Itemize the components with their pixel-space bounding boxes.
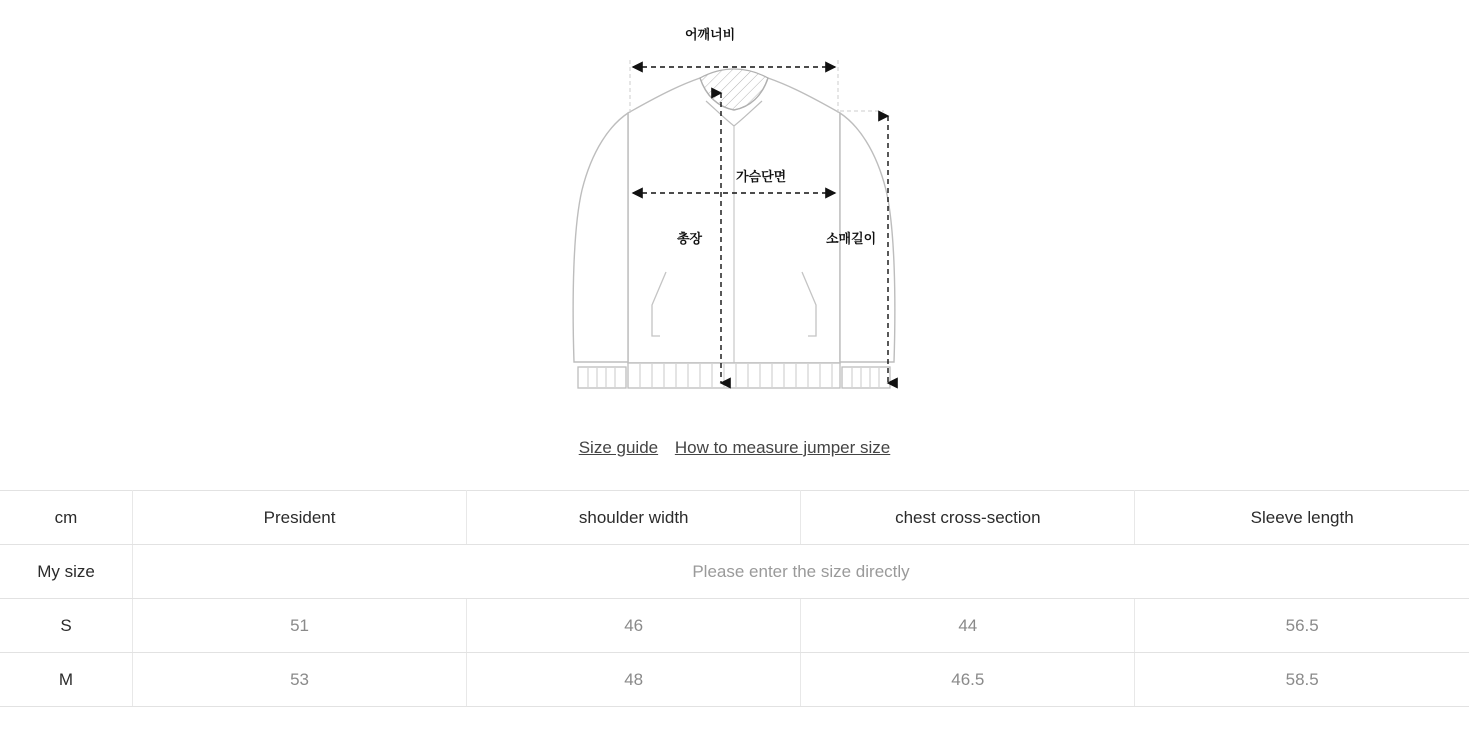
left-cuff — [578, 367, 626, 388]
table-row — [0, 653, 1469, 707]
row-label-s: S — [0, 599, 133, 653]
cell-s-chest: 44 — [801, 599, 1135, 653]
right-cuff — [842, 367, 890, 388]
my-size-row — [0, 545, 1469, 599]
my-size-label: My size — [0, 545, 133, 599]
left-sleeve — [573, 113, 628, 362]
my-size-input[interactable]: Please enter the size directly — [133, 545, 1469, 599]
label-total-length: 총장 — [677, 231, 703, 246]
header-shoulder-width: shoulder width — [467, 491, 801, 545]
table-row — [0, 599, 1469, 653]
header-sleeve-length: Sleeve length — [1135, 491, 1469, 545]
row-label-m: M — [0, 653, 133, 707]
header-chest-cross-section: chest cross-section — [801, 491, 1135, 545]
cell-m-sleeve: 58.5 — [1135, 653, 1469, 707]
label-sleeve-length: 소매길이 — [826, 231, 877, 246]
label-chest-cross-section: 가슴단면 — [736, 169, 787, 184]
header-president: President — [133, 491, 467, 545]
size-table — [0, 490, 1469, 707]
size-guide-link[interactable]: Size guide — [578, 438, 659, 457]
cell-s-sleeve: 56.5 — [1135, 599, 1469, 653]
cell-m-shoulder-width: 48 — [467, 653, 801, 707]
table-header-row — [0, 491, 1469, 545]
guide-links — [0, 438, 1469, 458]
header-unit: cm — [0, 491, 133, 545]
cell-m-president: 53 — [133, 653, 467, 707]
cell-s-president: 51 — [133, 599, 467, 653]
label-shoulder-width: 어깨너비 — [685, 27, 736, 42]
cell-s-shoulder-width: 46 — [467, 599, 801, 653]
how-to-measure-link[interactable]: How to measure jumper size — [674, 438, 891, 457]
cell-m-chest: 46.5 — [801, 653, 1135, 707]
